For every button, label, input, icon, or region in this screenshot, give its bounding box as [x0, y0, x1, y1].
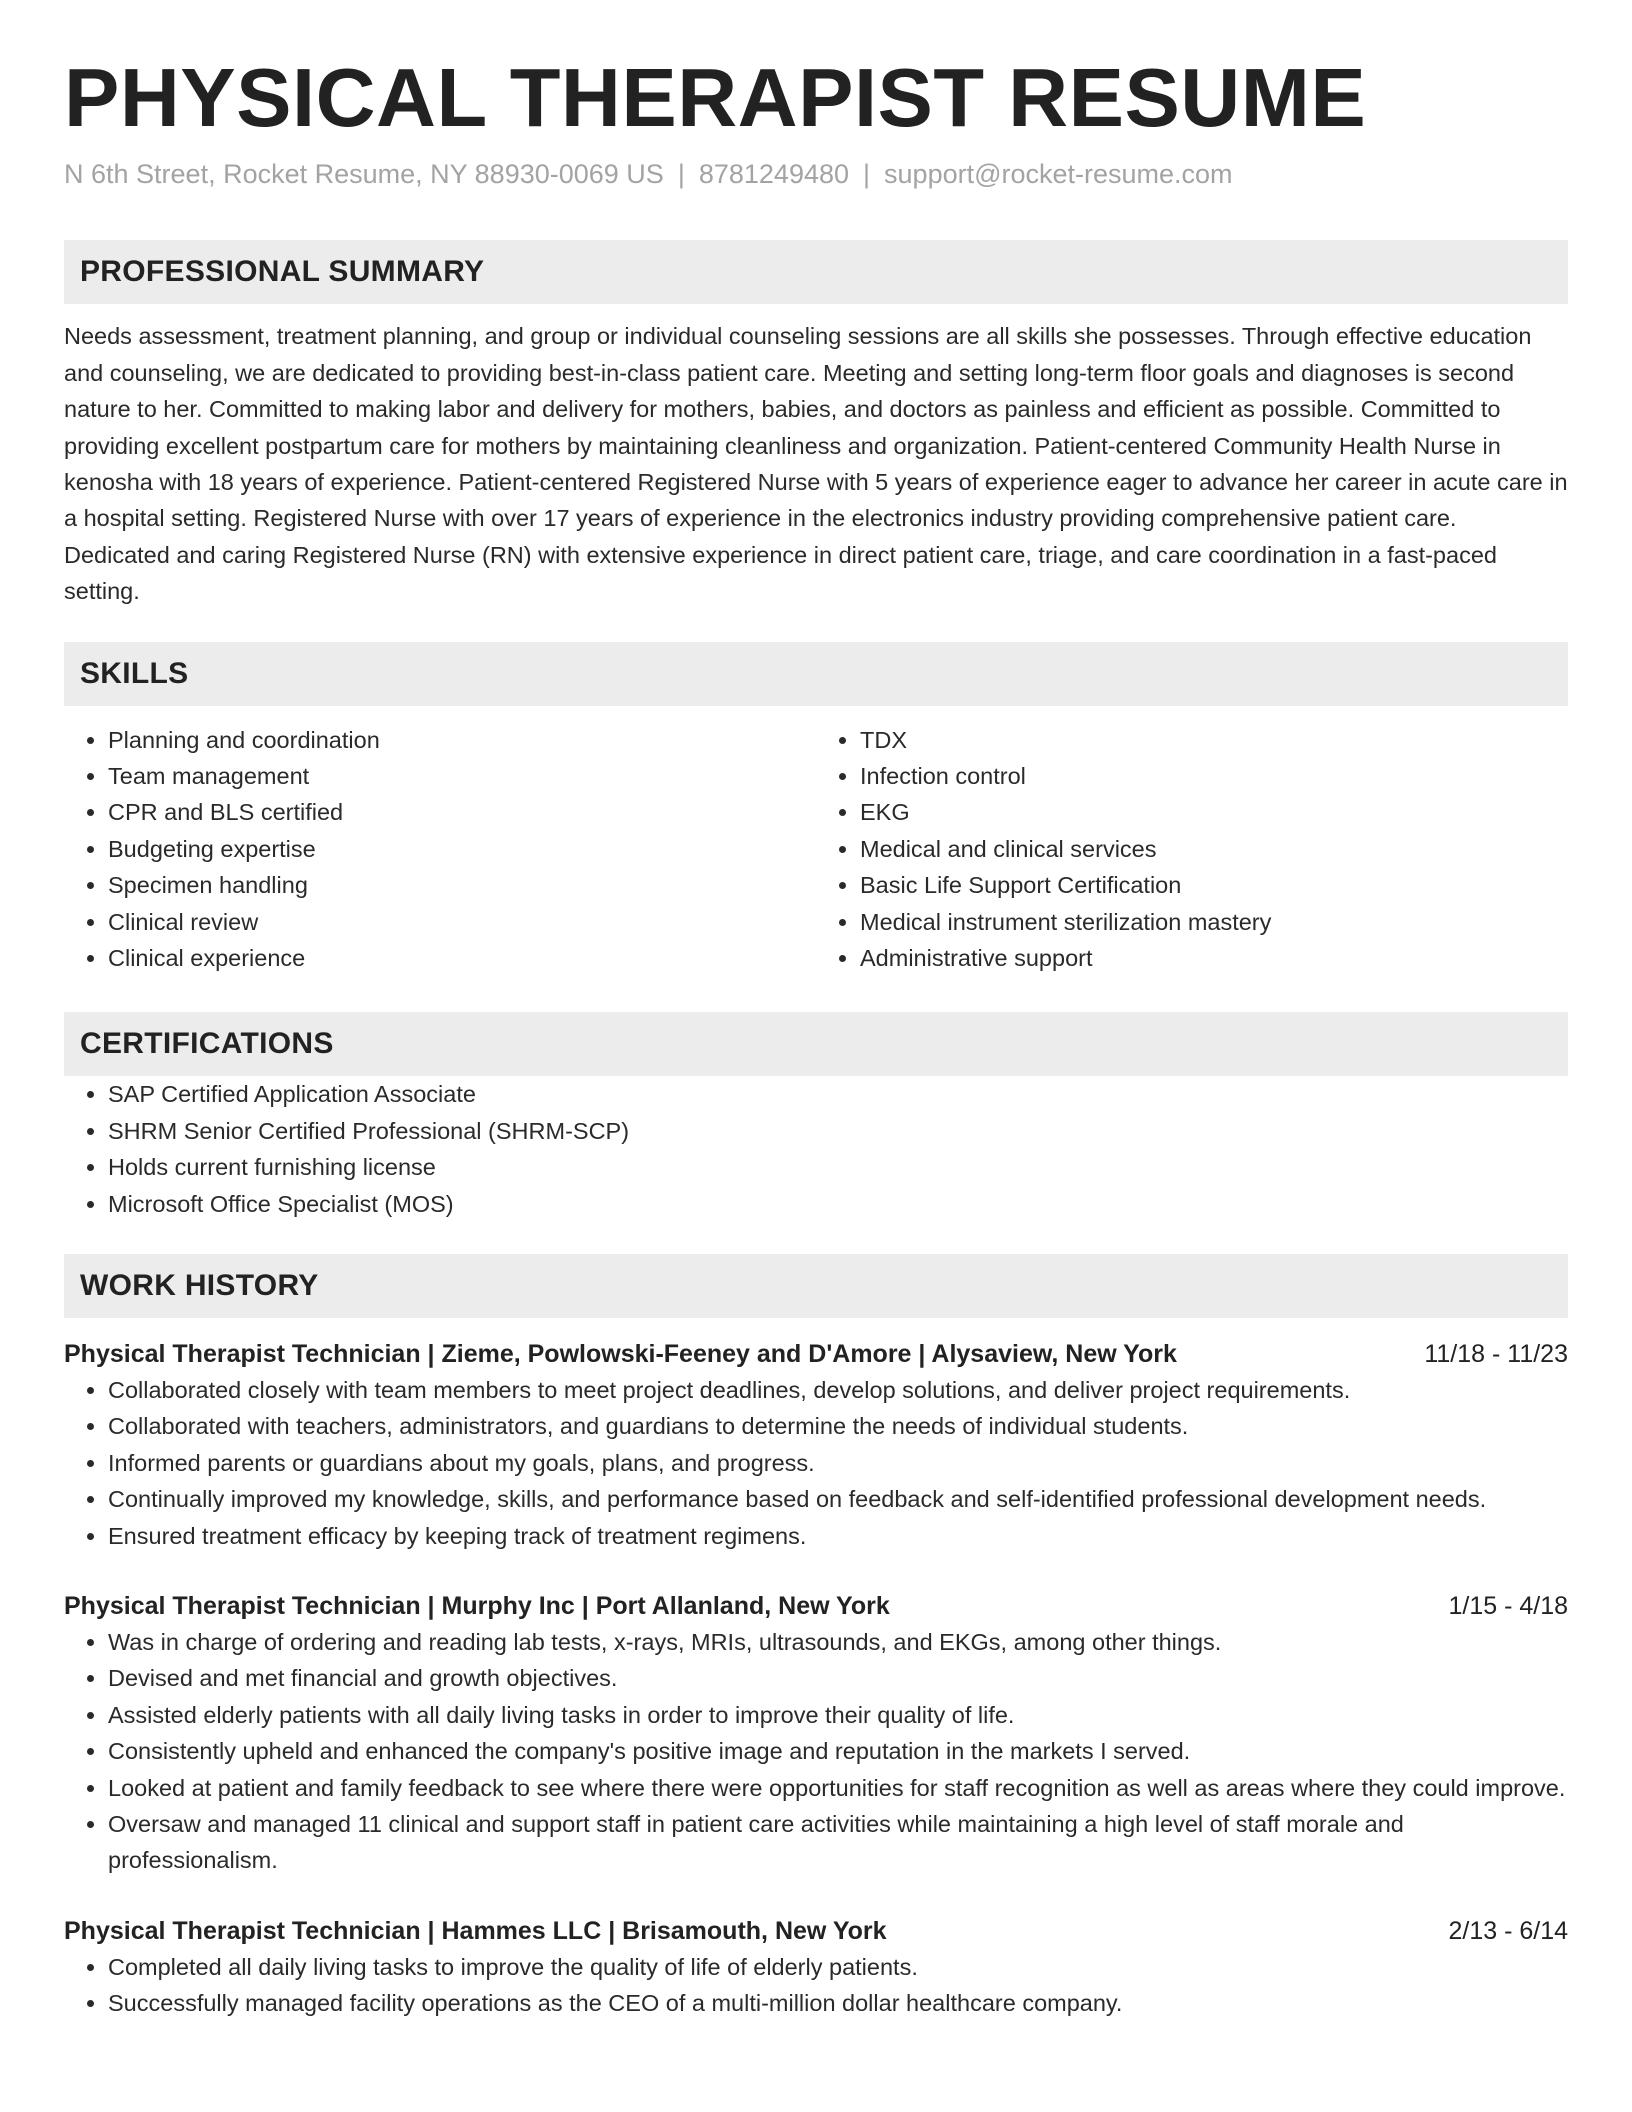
contact-separator: |: [863, 159, 871, 190]
job-dates: 11/18 - 11/23: [1424, 1340, 1568, 1369]
skills-column-left: [64, 722, 816, 977]
job-bullet: • Assisted elderly patients with all daily living tasks in order to improve their quality of life.: [108, 1697, 1568, 1733]
job-header: [64, 1913, 1568, 1949]
skill-item: • TDX: [860, 722, 1568, 758]
skill-item: • Basic Life Support Certification: [860, 867, 1568, 903]
skill-item: • Budgeting expertise: [108, 831, 816, 867]
job-title: Physical Therapist Technician | Hammes LLC | Brisamouth, New York: [64, 1916, 887, 1945]
job-dates: 2/13 - 6/14: [1448, 1916, 1568, 1945]
skill-item: • Planning and coordination: [108, 722, 816, 758]
job-bullet: • Looked at patient and family feedback to see where there were opportunities for staff recognition as well as areas where they could improve.: [108, 1770, 1568, 1806]
job-title: Physical Therapist Technician | Zieme, Powlowski-Feeney and D'Amore | Alysaview, New York: [64, 1340, 1177, 1369]
skill-item: • Medical instrument sterilization mastery: [860, 904, 1568, 940]
skills-section: [64, 642, 1568, 977]
job-bullet: • Continually improved my knowledge, skills, and performance based on feedback and self-identified professional development needs.: [108, 1481, 1568, 1517]
summary-text: Needs assessment, treatment planning, and group or individual counseling sessions are all skills she possesses. Through effective education and counseling, we are dedicated to providing best-in-class patient care. Meeting and setting long-term floor goals and diagnoses is second nature to her. Committed to making labor and delivery for mothers, babies, and doctors as painless and efficient as possible. Committed to providing excellent postpartum care for mothers by maintaining cleanliness and organization. Patient-centered Community Health Nurse in kenosha with 18 years of experience. Patient-centered Registered Nurse with 5 years of experience eager to advance her career in acute care in a hospital setting. Registered Nurse with over 17 years of experience in the electronics industry providing comprehensive patient care. Dedicated and caring Registered Nurse (RN) with extensive experience in direct patient care, triage, and care coordination in a fast-paced setting.: [64, 323, 1568, 605]
job-bullet: • Consistently upheld and enhanced the company's positive image and reputation in the markets I served.: [108, 1733, 1568, 1769]
job-dates: 1/15 - 4/18: [1448, 1592, 1568, 1621]
job-bullet: • Collaborated closely with team members to meet project deadlines, develop solutions, and deliver project requirements.: [108, 1372, 1568, 1408]
contact-phone: 8781249480: [698, 159, 850, 190]
job-bullet: • Completed all daily living tasks to improve the quality of life of elderly patients.: [108, 1949, 1568, 1985]
skills-column-right: [816, 722, 1568, 977]
contact-separator: |: [677, 159, 685, 190]
skill-item: • Administrative support: [860, 940, 1568, 976]
certification-item: • SAP Certified Application Associate: [108, 1076, 1568, 1112]
skill-item: • Medical and clinical services: [860, 831, 1568, 867]
certification-item: • Microsoft Office Specialist (MOS): [108, 1186, 1568, 1222]
skill-item: • Infection control: [860, 758, 1568, 794]
skills-list-right: [816, 722, 1568, 977]
skills-list-left: [64, 722, 816, 977]
section-heading-summary: PROFESSIONAL SUMMARY: [64, 240, 1568, 304]
certifications-list: [64, 1076, 1568, 1222]
skill-item: • CPR and BLS certified: [108, 794, 816, 830]
resume-title: PHYSICAL THERAPIST RESUME: [64, 51, 1367, 144]
job-bullet: • Was in charge of ordering and reading lab tests, x-rays, MRIs, ultrasounds, and EKGs, among other things.: [108, 1624, 1568, 1660]
job-header: [64, 1588, 1568, 1624]
job-bullets: [64, 1949, 1568, 2022]
work-history-section: [64, 1254, 1568, 2022]
section-heading-skills: SKILLS: [64, 642, 1568, 706]
skill-item: • Clinical review: [108, 904, 816, 940]
job-entry: [64, 1588, 1568, 1879]
certification-item: • Holds current furnishing license: [108, 1149, 1568, 1185]
job-bullets: [64, 1372, 1568, 1554]
section-heading-work-history: WORK HISTORY: [64, 1254, 1568, 1318]
job-bullets: [64, 1624, 1568, 1879]
certification-item: • SHRM Senior Certified Professional (SHRM-SCP): [108, 1113, 1568, 1149]
job-bullet: • Devised and met financial and growth objectives.: [108, 1660, 1568, 1696]
job-bullet: • Informed parents or guardians about my goals, plans, and progress.: [108, 1445, 1568, 1481]
skill-item: • Team management: [108, 758, 816, 794]
job-bullet: • Oversaw and managed 11 clinical and support staff in patient care activities while maintaining a high level of staff morale and professionalism.: [108, 1806, 1568, 1879]
professional-summary-section: [64, 240, 1568, 609]
job-header: [64, 1336, 1568, 1372]
skill-item: • EKG: [860, 794, 1568, 830]
skill-item: • Clinical experience: [108, 940, 816, 976]
job-bullet: • Collaborated with teachers, administrators, and guardians to determine the needs of individual students.: [108, 1408, 1568, 1444]
certifications-section: [64, 1012, 1568, 1222]
contact-address: N 6th Street, Rocket Resume, NY 88930-0069 US: [64, 159, 664, 190]
job-title: Physical Therapist Technician | Murphy Inc | Port Allanland, New York: [64, 1592, 890, 1621]
job-entry: [64, 1336, 1568, 1554]
job-bullet: • Successfully managed facility operations as the CEO of a multi-million dollar healthcare company.: [108, 1985, 1568, 2021]
skills-grid: [64, 722, 1568, 977]
section-heading-certifications: CERTIFICATIONS: [64, 1012, 1568, 1076]
job-entry: [64, 1913, 1568, 2022]
job-bullet: • Ensured treatment efficacy by keeping track of treatment regimens.: [108, 1518, 1568, 1554]
contact-line: [64, 159, 1568, 190]
skill-item: • Specimen handling: [108, 867, 816, 903]
contact-email: support@rocket-resume.com: [884, 159, 1233, 190]
